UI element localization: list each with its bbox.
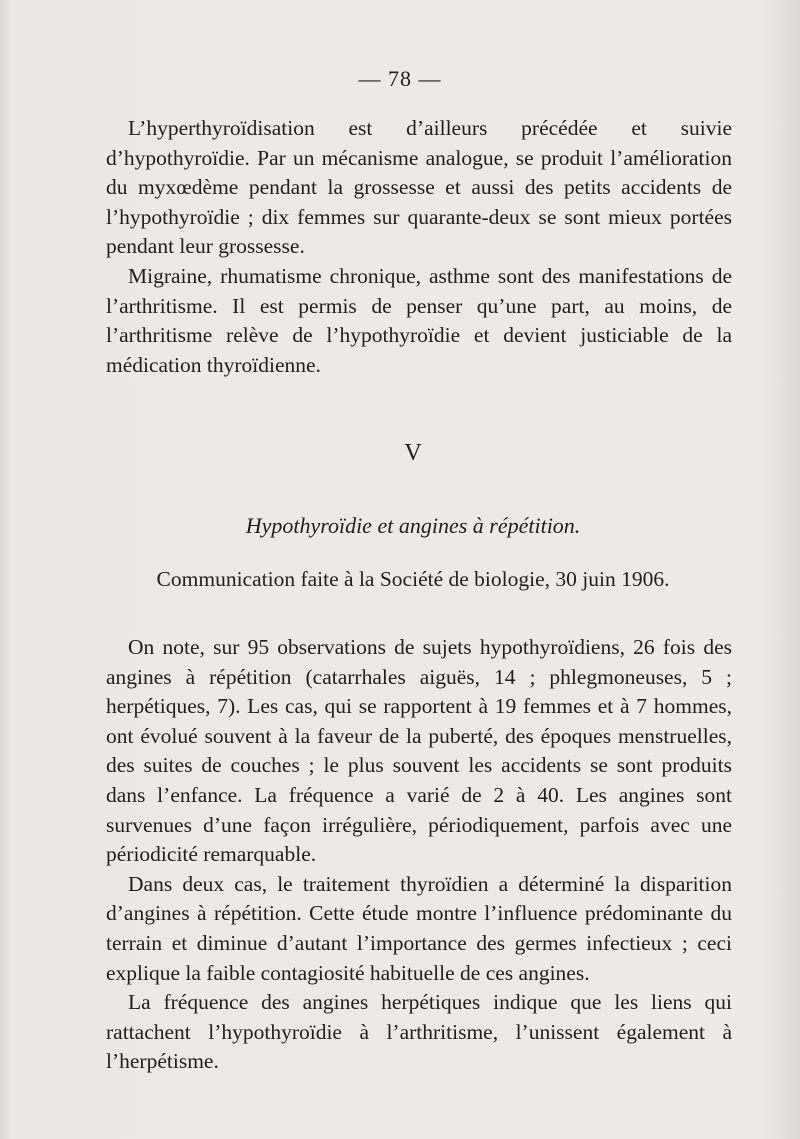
page-number: — 78 —: [358, 66, 442, 91]
paragraph-hyperthyroidisation: L’hyperthyroïdisation est d’ailleurs précédée et suivie d’hypothyroïdie. Par un mécanisme analogue, se produit l’amélioration du myxœdème pendant la grossesse et aussi des petits accidents de l’hypothyroïdie ; dix femmes sur quarante-deux se sont mieux portées pendant leur grossesse.: [106, 116, 732, 259]
paragraph-migraine: Migraine, rhumatisme chronique, asthme sont des manifestations de l’arthritisme. Il est permis de penser qu’une part, au moins, de l’arthritisme relève de l’hypothyroïdie et devient justiciable de la médication thyroïdienne.: [106, 263, 732, 377]
intro-text: [106, 114, 732, 380]
communication-note: Communication faite à la Société de biologie, 30 juin 1906.: [156, 567, 670, 591]
section-title: Hypothyroïdie et angines à répétition.: [245, 513, 581, 538]
paragraph-herpetic: La fréquence des angines herpétiques indique que les liens qui rattachent l’hypothyroïdie à l’arthritisme, l’unissent également à l’herpétisme.: [106, 990, 732, 1074]
paragraph-treatment: Dans deux cas, le traitement thyroïdien a déterminé la disparition d’angines à répétition. Cette étude montre l’influence prédominante du terrain et diminue d’autant l’importance des germes infectieux ; ceci explique la faible contagiosité habituelle de ces angines.: [106, 871, 732, 985]
paragraph-observations: On note, sur 95 observations de sujets hypothyroïdiens, 26 fois des angines à répétition (catarrhales aiguës, 14 ; phlegmoneuses, 5 ; herpétiques, 7). Les cas, qui se rapportent à 19 femmes et à 7 hommes, ont évolué souvent à la faveur de la puberté, des époques menstruelles, des suites de couches ; le plus souvent les accidents se sont produits dans l’enfance. La fréquence a varié de 2 à 40. Les angines sont survenues d’une façon irrégulière, périodiquement, parfois avec une périodicité remarquable.: [106, 635, 732, 867]
section-numeral: V: [404, 440, 422, 466]
section-body: [106, 633, 732, 1077]
